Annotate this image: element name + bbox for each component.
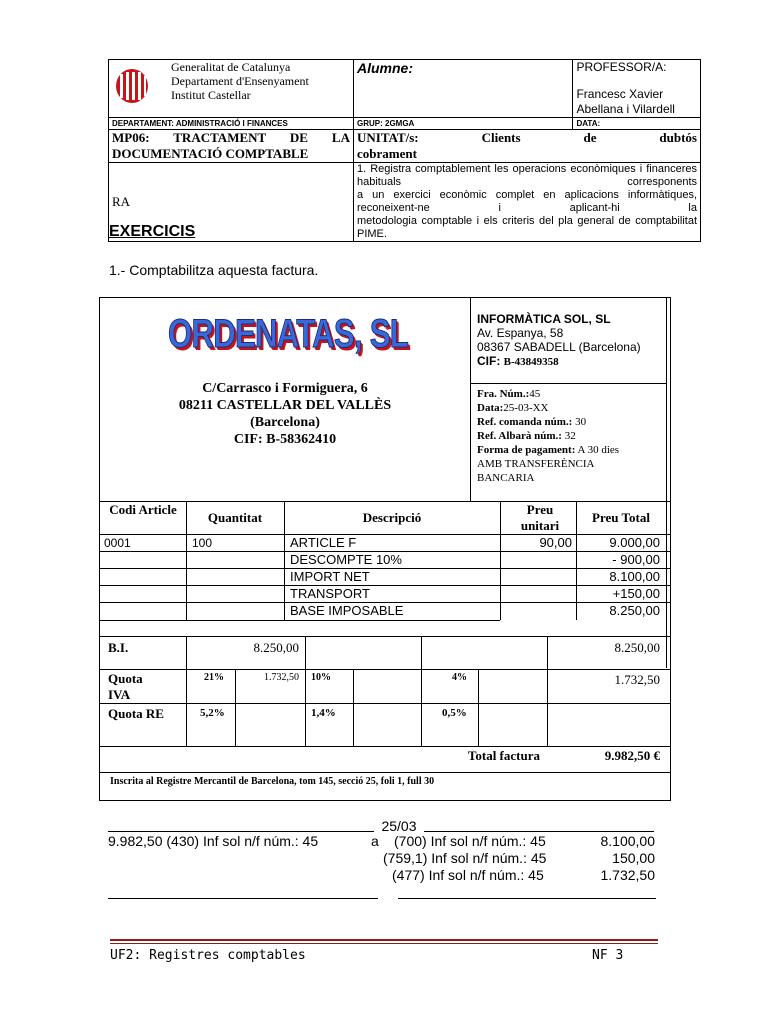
- footer-right: NF 3: [592, 948, 624, 963]
- row-code: 0001: [104, 536, 131, 550]
- iva-4: 4%: [452, 672, 467, 683]
- seller-city: 08211 CASTELLAR DEL VALLÈS: [178, 398, 392, 413]
- row-qty: 100: [192, 536, 213, 550]
- footer-rule: [110, 939, 658, 941]
- org-line-1: Generalitat de Catalunya: [171, 60, 291, 74]
- ra-line-3: metodologia comptable i els criteris del pla general de comptabilitat PIME.: [357, 215, 697, 240]
- quota-iva-label: Quota IVA: [108, 671, 143, 702]
- meta-invoice-number: Fra. Núm.:45: [477, 388, 541, 400]
- ra-line-1: 1. Registra comptablement les operacions econòmiques i financeres habituals corresponents: [357, 163, 697, 188]
- org-line-2: Departament d'Ensenyament: [171, 74, 309, 88]
- generalitat-logo-icon: [115, 68, 149, 104]
- org-cell: [109, 60, 354, 118]
- row-desc: DESCOMPTE 10%: [290, 552, 402, 567]
- journal-debit: 9.982,50 (430) Inf sol n/f núm.: 45: [108, 833, 319, 849]
- row-desc: ARTICLE F: [290, 535, 357, 550]
- col-unit-header: Preu unitari: [520, 502, 560, 533]
- header-table: [108, 59, 701, 242]
- re-0-5: 0,5%: [442, 707, 467, 719]
- org-line-3: Institut Castellar: [171, 88, 251, 102]
- meta-payment-extra-2: BANCARIA: [477, 472, 535, 484]
- row-desc: BASE IMPOSABLE: [290, 603, 404, 618]
- bi-total: 8.250,00: [614, 640, 660, 655]
- iva-21-value: 1.732,50: [264, 672, 299, 683]
- client-block: [477, 312, 641, 369]
- meta-payment: Forma de pagament: A 30 dies: [477, 444, 620, 456]
- journal-rule-bottom-left: [108, 898, 378, 899]
- invoice: [99, 297, 671, 801]
- row-total: 9.000,00: [609, 535, 660, 550]
- meta-order-ref: Ref. comanda núm.: 30: [477, 416, 587, 428]
- professor-name-1: Francesc Xavier: [576, 87, 664, 101]
- registry-note: Inscrita al Registre Mercantil de Barcelona, tom 145, secció 25, foli 1, full 30: [110, 776, 435, 787]
- row-total: +150,00: [612, 586, 660, 601]
- unit-line-1: UNITAT/s: Clients de dubtós: [357, 130, 697, 145]
- row-total: 8.100,00: [609, 569, 660, 584]
- module-line-1: MP06: TRACTAMENT DE LA: [112, 130, 350, 145]
- col-qty-header: Quantitat: [207, 510, 263, 525]
- col-total-header: Preu Total: [592, 510, 650, 525]
- ra-label: RA: [109, 163, 354, 242]
- client-cif: B-43849358: [503, 356, 559, 368]
- row-unit: 90,00: [539, 535, 572, 550]
- re-1-4: 1,4%: [311, 707, 336, 719]
- invoice-meta: [477, 387, 619, 485]
- client-name: INFORMÀTICA SOL, SL: [477, 312, 611, 326]
- professor-cell: [573, 60, 701, 118]
- date-cell: DATA:: [573, 118, 701, 130]
- footer-rule-thin: [110, 943, 658, 944]
- journal-credit-3-account: (477) Inf sol n/f núm.: 45: [392, 867, 544, 883]
- row-desc: IMPORT NET: [290, 569, 370, 584]
- ra-line-2: a un exercici econòmic complet en aplicacions informàtiques, reconeixent-ne i aplicant-hi la: [357, 189, 697, 214]
- journal-credit-2-account: (759,1) Inf sol n/f núm.: 45: [383, 850, 547, 866]
- bi-value: 8.250,00: [253, 640, 299, 655]
- journal-credit-1-account: (700) Inf sol n/f núm.: 45: [394, 833, 546, 849]
- section-title: EXERCICIS: [109, 223, 196, 240]
- journal-credit-2-amount: 150,00: [612, 850, 655, 866]
- footer-left: UF2: Registres comptables: [110, 948, 306, 963]
- iva-10: 10%: [311, 672, 331, 683]
- module-cell: [109, 130, 354, 163]
- journal-date: 25/03: [374, 818, 424, 834]
- meta-date: Data:25-03-XX: [477, 402, 549, 414]
- company-logo: ORDENATAS, SL: [168, 312, 409, 356]
- client-address-2: 08367 SABADELL (Barcelona): [477, 340, 641, 354]
- quota-re-label: Quota RE: [108, 706, 164, 721]
- exercise-1: 1.- Comptabilitza aquesta factura.: [109, 262, 319, 278]
- col-desc-header: Descripció: [362, 510, 422, 525]
- seller-province: (Barcelona): [250, 415, 320, 430]
- row-total: - 900,00: [612, 552, 660, 567]
- ra-text: [354, 163, 701, 242]
- iva-total: 1.732,50: [614, 672, 660, 687]
- total-label: Total factura: [467, 748, 540, 763]
- client-cif-label: CIF:: [477, 354, 501, 368]
- journal-credit-1-amount: 8.100,00: [600, 833, 655, 849]
- meta-payment-extra-1: AMB TRANSFERÈNCIA: [477, 458, 595, 470]
- bi-label: B.I.: [108, 640, 129, 655]
- seller-address: [100, 380, 470, 448]
- seller-cif: CIF: B-58362410: [233, 432, 337, 447]
- group-cell: GRUP: 2GMGA: [354, 118, 573, 130]
- journal-a: a: [371, 833, 379, 849]
- professor-name-2: Abellana i Vilardell: [576, 102, 675, 116]
- col-code-header: Codi Article: [109, 502, 177, 517]
- re-5-2: 5,2%: [200, 707, 225, 719]
- department-cell: DEPARTAMENT: ADMINISTRACIÓ I FINANCES: [109, 118, 354, 130]
- unit-cell: [354, 130, 701, 163]
- row-total: 8.250,00: [609, 603, 660, 618]
- meta-delivery-ref: Ref. Albarà núm.: 32: [477, 430, 576, 442]
- iva-21: 21%: [204, 672, 224, 683]
- professor-label: PROFESSOR/A:: [576, 60, 667, 74]
- row-desc: TRANSPORT: [290, 586, 370, 601]
- student-cell: [354, 60, 573, 118]
- seller-street: C/Carrasco i Formiguera, 6: [202, 381, 368, 396]
- module-line-2: DOCUMENTACIÓ COMPTABLE: [112, 146, 309, 161]
- client-address-1: Av. Espanya, 58: [477, 326, 564, 340]
- total-value: 9.982,50 €: [604, 748, 660, 763]
- unit-line-2: cobrament: [357, 146, 417, 161]
- journal-rule-bottom-right: [398, 898, 656, 899]
- journal-credit-3-amount: 1.732,50: [600, 867, 655, 883]
- student-label: Alumne:: [357, 60, 413, 76]
